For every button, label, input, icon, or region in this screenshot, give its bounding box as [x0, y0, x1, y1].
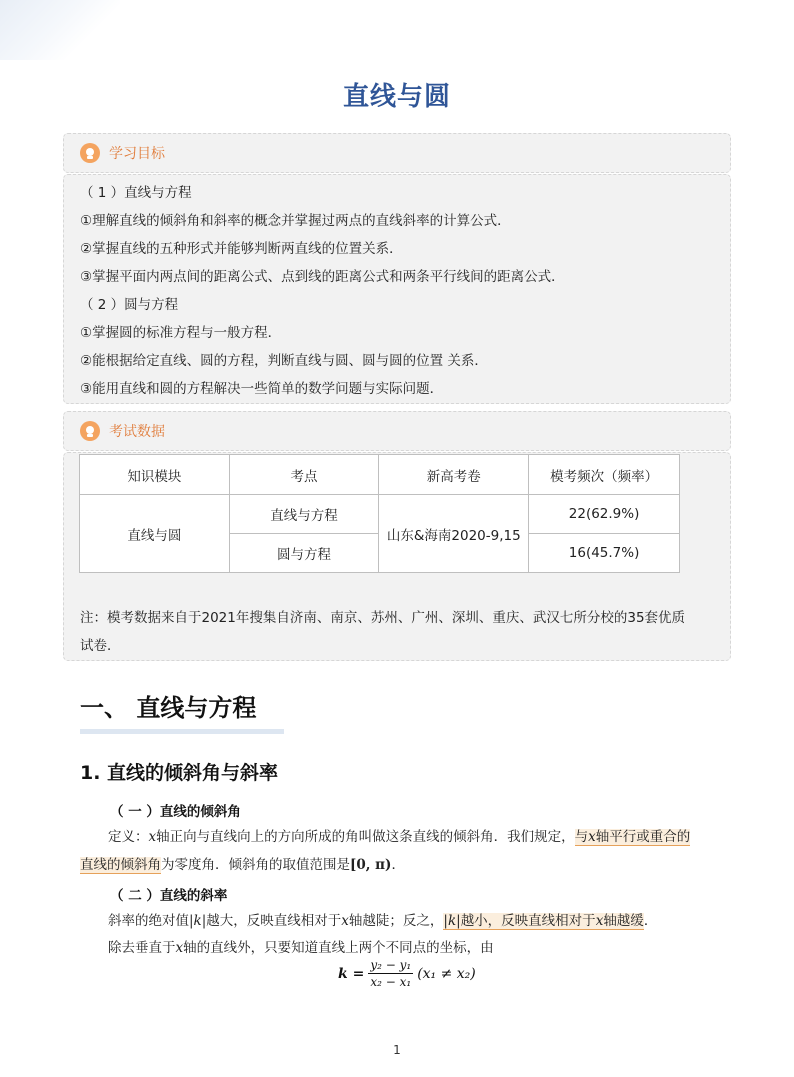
corner-decoration [0, 0, 120, 60]
exam-panel-header [63, 411, 731, 451]
goal-line: ③能用直线和圆的方程解决一些简单的数学问题与实际问题． [80, 381, 444, 397]
table-header-cell: 新高考卷 [379, 455, 529, 495]
goal-line: ②能根据给定直线、圆的方程，判断直线与圆、圆与圆的位置 关系． [80, 353, 488, 369]
coordinates-line: 除去垂直于x轴的直线外，只要知道直线上两个不同点的坐标，由 [108, 940, 494, 956]
heading-underline-bar [80, 729, 284, 734]
goals-heading: 学习目标 [109, 146, 165, 162]
highlight-zero-angle: 与x轴平行或重合的 [574, 829, 691, 845]
table-row [80, 495, 680, 534]
definition-line-1: 定义：x轴正向与直线向上的方向所成的角叫做这条直线的倾斜角．我们规定，与x轴平行或重合的 [108, 829, 691, 845]
point-cell: 圆与方程 [229, 534, 379, 573]
goal-line: ③掌握平面内两点间的距离公式、点到线的距离公式和两条平行线间的距离公式． [80, 269, 565, 285]
lightbulb-icon [80, 143, 100, 163]
goals-panel-header [63, 133, 731, 173]
subheading-inclination: （ 一 ）直线的倾斜角 [110, 804, 241, 820]
subheading-slope: （ 二 ）直线的斜率 [110, 888, 228, 904]
section-heading: 一、 直线与方程 [80, 694, 257, 722]
document-title: 直线与圆 [342, 82, 451, 112]
highlight-gentle-slope: |k|越小，反映直线相对于x轴越缓 [443, 913, 644, 929]
point-cell: 直线与方程 [229, 495, 379, 534]
formula-fraction: $\frac{\text{y₂ − y₁}}{\text{x₂ − x₁}}$ [370, 958, 412, 989]
exam-heading: 考试数据 [109, 424, 165, 440]
table-header-cell: 知识模块 [80, 455, 230, 495]
goal-line: ①理解直线的倾斜角和斜率的概念并掌握过两点的直线斜率的计算公式． [80, 213, 511, 229]
lightbulb-icon [80, 421, 100, 441]
goal-line: ②掌握直线的五种形式并能够判断两直线的位置关系． [80, 241, 403, 257]
subsection-heading: 1. 直线的倾斜角与斜率 [80, 762, 279, 784]
definition-line-2: 直线的倾斜角为零度角．倾斜角的取值范围是[0, π)． [80, 857, 405, 873]
table-header-cell: 模考频次（频率） [529, 455, 680, 495]
inclination-range: [0, π) [350, 857, 392, 873]
table-header-cell: 考点 [229, 455, 379, 495]
exam-data-table [79, 454, 680, 573]
goal-line: （ 1 ）直线与方程 [80, 185, 192, 201]
goal-line: ①掌握圆的标准方程与一般方程． [80, 325, 282, 341]
exam-note-line: 试卷． [80, 638, 121, 654]
table-header-row [80, 455, 680, 495]
freq-cell: 22(62.9%) [529, 495, 680, 534]
module-cell: 直线与圆 [80, 495, 230, 573]
slope-formula: k = $\frac{\text{y₂ − y₁}}{\text{x₂ − x₁}}$ (x₁ ≠ x₂) [338, 958, 476, 989]
page-number: 1 [393, 1043, 401, 1057]
slope-line: 斜率的绝对值|k|越大，反映直线相对于x轴越陡；反之，|k|越小，反映直线相对于x轴越缓． [108, 913, 658, 929]
exam-note-line: 注：模考数据来自于2021年搜集自济南、南京、苏州、广州、深圳、重庆、武汉七所分校的35套优质 [80, 610, 686, 626]
freq-cell: 16(45.7%) [529, 534, 680, 573]
goal-line: （ 2 ）圆与方程 [80, 297, 179, 313]
new-exam-cell: 山东&海南2020-9,15 [379, 495, 529, 573]
highlight-inclination: 直线的倾斜角 [80, 857, 161, 873]
